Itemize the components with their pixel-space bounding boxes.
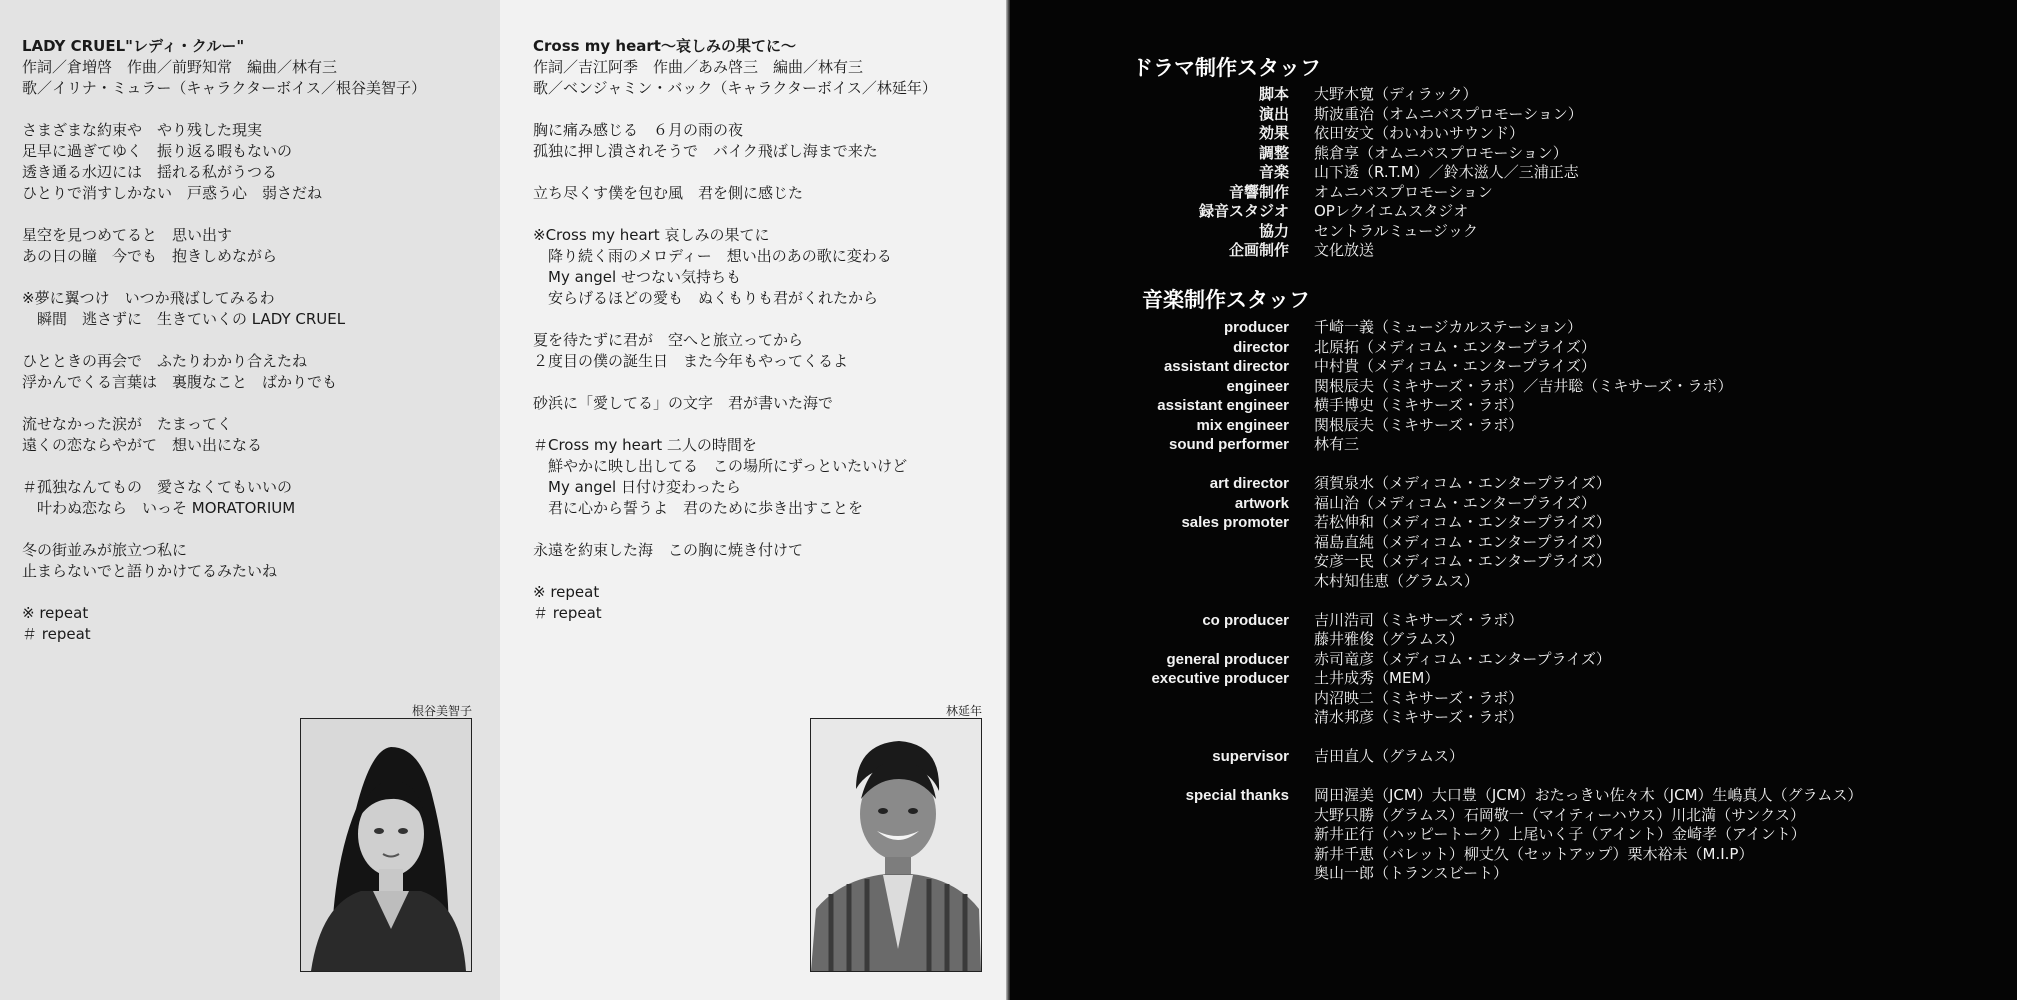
staff-role: artwork bbox=[1234, 494, 1289, 512]
staff-name: 中村貴（メディコム・エンタープライズ） bbox=[1314, 357, 1596, 375]
stanza bbox=[533, 435, 1003, 519]
lyric-line: 鮮やかに映し出してる この場所にずっといたいけど bbox=[533, 457, 908, 475]
stanza bbox=[533, 183, 1003, 204]
staff-name: 千崎一義（ミュージカルステーション） bbox=[1314, 318, 1583, 336]
staff-name: 熊倉享（オムニバスプロモーション） bbox=[1314, 143, 1568, 162]
stanza bbox=[533, 330, 1003, 372]
staff-row bbox=[1010, 494, 2010, 514]
staff-role bbox=[1010, 572, 1314, 592]
stanza bbox=[22, 225, 492, 267]
staff-row bbox=[1010, 786, 2010, 806]
staff-role: assistant director bbox=[1163, 358, 1289, 375]
staff-role bbox=[1010, 708, 1314, 728]
staff-row bbox=[1010, 435, 2010, 455]
row-spacer bbox=[1010, 591, 2010, 611]
staff-name: 清水邦彦（ミキサーズ・ラボ） bbox=[1314, 708, 1524, 726]
stanza bbox=[533, 225, 1003, 309]
staff-name: 奥山一郎（トランスビート） bbox=[1314, 864, 1508, 882]
lyric-line: ひとりで消すしかない 戸惑う心 弱さだね bbox=[22, 184, 323, 202]
staff-name: セントラルミュージック bbox=[1314, 221, 1478, 240]
staff-name: 大野只勝（グラムス）石岡敬一（マイティーハウス）川北満（サンクス） bbox=[1314, 805, 1805, 824]
staff-row bbox=[1010, 338, 2010, 358]
staff-row bbox=[1010, 513, 2010, 533]
stanza bbox=[22, 540, 492, 582]
staff-role: 音楽 bbox=[1258, 164, 1289, 181]
staff-name: 岡田渥美（JCM）大口豊（JCM）おたっきい佐々木（JCM）生嶋真人（グラムス） bbox=[1314, 786, 1863, 804]
staff-credits-page bbox=[1010, 0, 2017, 1000]
singer-photo bbox=[300, 718, 472, 972]
photo-caption: 林延年 bbox=[945, 704, 982, 718]
staff-name: 横手博史（ミキサーズ・ラボ） bbox=[1314, 396, 1524, 414]
lyric-line: 立ち尽くす僕を包む風 君を側に感じた bbox=[533, 184, 804, 202]
stanza bbox=[22, 288, 492, 330]
staff-role: 音響制作 bbox=[1228, 183, 1289, 201]
repeat-mark: ※ repeat bbox=[22, 604, 89, 622]
repeat-mark: ＃ repeat bbox=[22, 625, 91, 643]
lyric-line: My angel せつない気持ちも bbox=[533, 268, 741, 286]
lyric-line: 星空を見つめてると 思い出す bbox=[22, 226, 233, 244]
staff-name: 安彦一民（メディコム・エンタープライズ） bbox=[1314, 552, 1611, 570]
staff-row bbox=[1010, 377, 2010, 397]
staff-role: assistant engineer bbox=[1157, 397, 1289, 414]
song-lyrics-cross-my-heart bbox=[533, 36, 1003, 624]
lyrics-page-cross-my-heart bbox=[500, 0, 1010, 1000]
staff-name: 赤司竜彦（メディコム・エンタープライズ） bbox=[1314, 649, 1611, 668]
staff-name: 若松伸和（メディコム・エンタープライズ） bbox=[1314, 513, 1611, 531]
staff-role bbox=[1010, 630, 1314, 650]
staff-role: 演出 bbox=[1258, 105, 1289, 123]
lyric-line: 浮かんでくる言葉は 裏腹なこと ばかりでも bbox=[22, 373, 338, 391]
lyric-line: ※Cross my heart 哀しみの果てに bbox=[533, 226, 770, 244]
music-staff-list bbox=[1010, 318, 2010, 884]
staff-row bbox=[1010, 689, 2010, 709]
staff-name: 吉田直人（グラムス） bbox=[1314, 747, 1464, 765]
staff-name: OPレクイエムスタジオ bbox=[1314, 202, 1469, 220]
staff-name: 関根辰夫（ミキサーズ・ラボ）／吉井聡（ミキサーズ・ラボ） bbox=[1314, 376, 1733, 395]
staff-name: 斯波重治（オムニバスプロモーション） bbox=[1314, 104, 1583, 123]
lyric-line: 夏を待たずに君が 空へと旅立ってから bbox=[533, 331, 804, 349]
lyric-line: ＃Cross my heart 二人の時間を bbox=[533, 436, 757, 454]
repeat-mark: ※ repeat bbox=[533, 583, 600, 601]
lyric-line: 流せなかった涙が たまってく bbox=[22, 415, 233, 433]
staff-row bbox=[1010, 864, 2010, 884]
staff-name: 関根辰夫（ミキサーズ・ラボ） bbox=[1314, 415, 1524, 434]
stanza bbox=[533, 540, 1003, 561]
lyric-line: ※夢に翼つけ いつか飛ばしてみるわ bbox=[22, 289, 275, 307]
staff-role: supervisor bbox=[1212, 748, 1289, 765]
staff-name: 福島直純（メディコム・エンタープライズ） bbox=[1314, 532, 1611, 551]
song-credit: 作詞／吉江阿季 作曲／あみ啓三 編曲／林有三 bbox=[533, 58, 864, 76]
staff-row bbox=[1010, 163, 2010, 183]
staff-name: 須賀泉水（メディコム・エンタープライズ） bbox=[1314, 474, 1611, 492]
staff-row bbox=[1010, 241, 2010, 261]
staff-role: 協力 bbox=[1258, 222, 1289, 240]
staff-row bbox=[1010, 416, 2010, 436]
staff-row bbox=[1010, 611, 2010, 631]
staff-name: 新井正行（ハッピートーク）上尾いく子（アイント）金崎孝（アイント） bbox=[1314, 825, 1806, 843]
staff-name: 内沼映二（ミキサーズ・ラボ） bbox=[1314, 688, 1524, 707]
staff-row bbox=[1010, 669, 2010, 689]
staff-row bbox=[1010, 357, 2010, 377]
staff-role: sound performer bbox=[1168, 436, 1289, 453]
repeat-mark: ＃ repeat bbox=[533, 604, 602, 622]
lyric-line: 胸に痛み感じる ６月の雨の夜 bbox=[533, 121, 744, 139]
song-title: LADY CRUEL"レディ・クルー" bbox=[22, 37, 245, 55]
staff-row bbox=[1010, 630, 2010, 650]
drama-staff-heading: ドラマ制作スタッフ bbox=[1132, 56, 1321, 80]
staff-role bbox=[1010, 825, 1314, 845]
staff-row bbox=[1010, 202, 2010, 222]
staff-row bbox=[1010, 806, 2010, 826]
staff-role: 企画制作 bbox=[1228, 242, 1289, 259]
song-credit: 歌／イリナ・ミュラー（キャラクターボイス／根谷美智子） bbox=[22, 79, 426, 97]
staff-row bbox=[1010, 396, 2010, 416]
photo-caption: 根谷美智子 bbox=[411, 704, 472, 718]
staff-role: executive producer bbox=[1151, 670, 1289, 687]
lyric-line: 止まらないでと語りかけてるみたいね bbox=[22, 562, 278, 580]
staff-name: 依田安文（わいわいサウンド） bbox=[1314, 124, 1525, 142]
staff-row bbox=[1010, 845, 2010, 865]
staff-row bbox=[1010, 747, 2010, 767]
staff-role: 録音スタジオ bbox=[1198, 203, 1289, 220]
staff-role bbox=[1010, 845, 1314, 865]
row-spacer bbox=[1010, 455, 2010, 475]
staff-row bbox=[1010, 552, 2010, 572]
lyric-line: 砂浜に「愛してる」の文字 君が書いた海で bbox=[533, 394, 834, 412]
staff-row bbox=[1010, 572, 2010, 592]
lyrics-page-lady-cruel bbox=[0, 0, 500, 1000]
lyric-line: さまざまな約束や やり残した現実 bbox=[22, 121, 263, 139]
staff-role bbox=[1010, 864, 1314, 884]
staff-role: 調整 bbox=[1258, 144, 1289, 162]
staff-name: 土井成秀（MEM） bbox=[1314, 669, 1440, 687]
stanza bbox=[22, 351, 492, 393]
staff-name: 北原拓（メディコム・エンタープライズ） bbox=[1314, 337, 1596, 356]
staff-row bbox=[1010, 708, 2010, 728]
song-title: Cross my heart〜哀しみの果てに〜 bbox=[533, 37, 796, 55]
lyric-line: 安らげるほどの愛も ぬくもりも君がくれたから bbox=[533, 289, 879, 307]
lyric-line: 永遠を約束した海 この胸に焼き付けて bbox=[533, 541, 804, 559]
staff-name: 福山治（メディコム・エンタープライズ） bbox=[1314, 493, 1596, 512]
singer-photo bbox=[810, 718, 982, 972]
lyric-line: ２度目の僕の誕生日 また今年もやってくるよ bbox=[533, 352, 849, 370]
staff-row bbox=[1010, 318, 2010, 338]
staff-row bbox=[1010, 222, 2010, 242]
staff-role bbox=[1010, 689, 1314, 709]
lyric-line: 足早に過ぎてゆく 振り返る暇もないの bbox=[22, 142, 293, 160]
staff-role: director bbox=[1233, 338, 1289, 356]
staff-row bbox=[1010, 144, 2010, 164]
staff-name: 吉川浩司（ミキサーズ・ラボ） bbox=[1314, 610, 1524, 629]
staff-role: co producer bbox=[1202, 611, 1289, 629]
lyric-line: ＃孤独なんてもの 愛さなくてもいいの bbox=[22, 478, 293, 496]
staff-name: オムニバスプロモーション bbox=[1314, 182, 1493, 201]
staff-role: general producer bbox=[1166, 650, 1289, 668]
staff-role bbox=[1010, 533, 1314, 553]
staff-name: 新井千恵（バレット）柳丈久（セットアップ）栗木裕未（M.I.P） bbox=[1314, 844, 1754, 863]
lyric-line: 君に心から誓うよ 君のために歩き出すことを bbox=[533, 499, 864, 517]
lyric-line: 瞬間 逃さずに 生きていくの LADY CRUEL bbox=[22, 310, 346, 328]
staff-row bbox=[1010, 474, 2010, 494]
staff-role: mix engineer bbox=[1196, 416, 1289, 434]
lyric-line: My angel 日付け変わったら bbox=[533, 478, 741, 496]
staff-row bbox=[1010, 650, 2010, 670]
staff-role bbox=[1010, 552, 1314, 572]
staff-row bbox=[1010, 183, 2010, 203]
stanza bbox=[22, 414, 492, 456]
song-credit: 作詞／倉増啓 作曲／前野知常 編曲／林有三 bbox=[22, 58, 338, 76]
staff-role: producer bbox=[1223, 319, 1289, 336]
staff-role: engineer bbox=[1226, 377, 1289, 395]
staff-row bbox=[1010, 85, 2010, 105]
lyric-line: 透き通る水辺には 揺れる私がうつる bbox=[22, 163, 278, 181]
lyric-line: あの日の瞳 今でも 抱きしめながら bbox=[22, 247, 278, 265]
staff-row bbox=[1010, 124, 2010, 144]
song-lyrics-lady-cruel bbox=[22, 36, 492, 645]
stanza-list bbox=[533, 120, 1003, 561]
staff-name: 藤井雅俊（グラムス） bbox=[1314, 630, 1464, 648]
song-credit: 歌／ベンジャミン・バック（キャラクターボイス／林延年） bbox=[533, 79, 937, 97]
lyric-line: 遠くの恋ならやがて 想い出になる bbox=[22, 436, 263, 454]
staff-name: 文化放送 bbox=[1314, 241, 1375, 259]
staff-role: sales promoter bbox=[1181, 514, 1289, 531]
stanza bbox=[533, 120, 1003, 162]
stanza bbox=[22, 477, 492, 519]
lyric-line: 降り続く雨のメロディー 想い出のあの歌に変わる bbox=[533, 247, 892, 265]
lyric-line: ひとときの再会で ふたりわかり合えたね bbox=[22, 352, 308, 370]
lyric-line: 冬の街並みが旅立つ私に bbox=[22, 541, 188, 559]
lyric-line: 孤独に押し潰されそうで バイク飛ばし海まで来た bbox=[533, 142, 878, 160]
staff-name: 山下透（R.T.M）／鈴木滋人／三浦正志 bbox=[1314, 163, 1579, 181]
staff-role bbox=[1010, 806, 1314, 826]
staff-row bbox=[1010, 105, 2010, 125]
drama-staff-list bbox=[1010, 85, 2010, 261]
staff-role: art director bbox=[1209, 475, 1289, 492]
staff-row bbox=[1010, 533, 2010, 553]
music-staff-heading: 音楽制作スタッフ bbox=[1142, 288, 1310, 312]
staff-role: 脚本 bbox=[1258, 86, 1289, 103]
staff-row bbox=[1010, 825, 2010, 845]
stanza bbox=[22, 120, 492, 204]
lyric-line: 叶わぬ恋なら いっそ MORATORIUM bbox=[22, 499, 296, 517]
staff-name: 林有三 bbox=[1314, 435, 1360, 453]
stanza bbox=[533, 393, 1003, 414]
staff-role: 効果 bbox=[1258, 125, 1289, 142]
staff-name: 大野木寛（ディラック） bbox=[1314, 85, 1478, 103]
row-spacer bbox=[1010, 728, 2010, 748]
row-spacer bbox=[1010, 767, 2010, 787]
staff-role: special thanks bbox=[1185, 787, 1289, 804]
staff-name: 木村知佳恵（グラムス） bbox=[1314, 571, 1479, 590]
stanza-list bbox=[22, 120, 492, 582]
